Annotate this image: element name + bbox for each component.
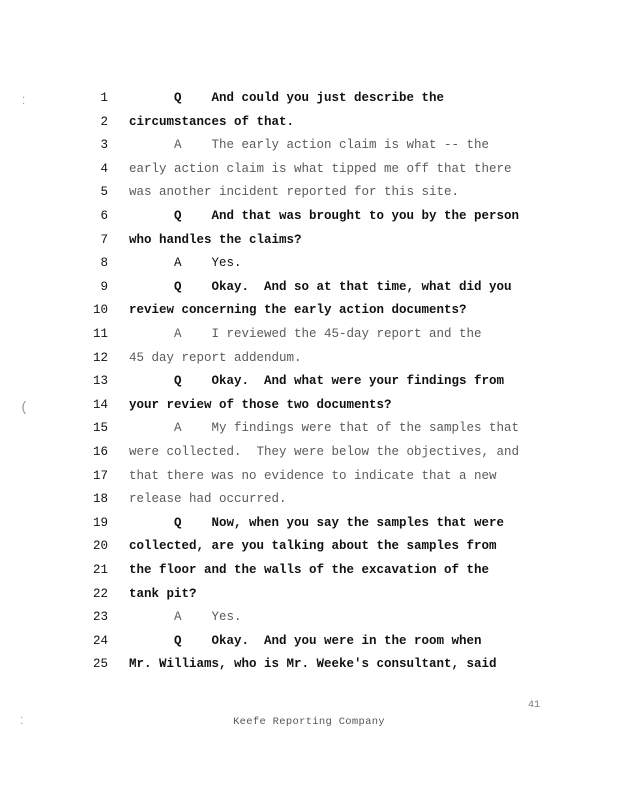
- transcript-line: [0, 208, 618, 230]
- line-text: A Yes.: [129, 256, 242, 271]
- line-text: A My findings were that of the samples that: [129, 421, 520, 436]
- line-text: were collected. They were below the objectives, and: [129, 445, 520, 459]
- line-number: 13: [92, 374, 108, 389]
- line-text: circumstances of that.: [129, 114, 295, 129]
- line-number: 4: [100, 161, 108, 176]
- line-number: 21: [92, 563, 108, 577]
- scan-mark: (: [20, 400, 29, 416]
- transcript-line: [0, 656, 618, 678]
- line-number: 11: [92, 327, 108, 341]
- line-text: collected, are you talking about the samples from: [129, 539, 497, 554]
- line-text: Mr. Williams, who is Mr. Weeke's consultant, said: [129, 657, 497, 672]
- transcript-line: [0, 468, 618, 490]
- line-text: release had occurred.: [129, 492, 287, 507]
- line-number: 7: [100, 232, 108, 247]
- transcript-line: [0, 114, 618, 136]
- transcript-line: [0, 397, 618, 419]
- transcript-line: [0, 538, 618, 560]
- transcript-line: [0, 420, 618, 442]
- line-number: 1: [100, 91, 108, 105]
- transcript-line: [0, 444, 618, 466]
- transcript-line: [0, 326, 618, 348]
- line-number: 16: [92, 445, 108, 459]
- line-text: Q And that was brought to you by the person: [129, 209, 520, 223]
- transcript-line: [0, 302, 618, 324]
- transcript-line: [0, 137, 618, 159]
- line-number: 12: [92, 350, 108, 365]
- line-text: A The early action claim is what -- the: [129, 138, 490, 153]
- transcript-line: [0, 350, 618, 372]
- line-number: 17: [92, 468, 108, 483]
- page-number: 41: [528, 700, 541, 711]
- transcript-line: [0, 373, 618, 395]
- line-text: was another incident reported for this site.: [129, 185, 460, 200]
- transcript-line: [0, 586, 618, 608]
- line-number: 25: [92, 657, 108, 672]
- line-text: Q Okay. And so at that time, what did you: [129, 279, 512, 294]
- line-text: Q Now, when you say the samples that were: [129, 515, 505, 530]
- line-text: A I reviewed the 45-day report and the: [129, 327, 482, 341]
- line-number: 23: [92, 610, 108, 625]
- scan-mark: ⁚: [20, 717, 24, 728]
- line-text: 45 day report addendum.: [129, 350, 302, 365]
- transcript-line: [0, 609, 618, 631]
- line-number: 5: [100, 185, 108, 200]
- line-text: that there was no evidence to indicate that a new: [129, 468, 497, 483]
- line-number: 15: [92, 421, 108, 436]
- line-text: A Yes.: [129, 610, 242, 625]
- footer-company: Keefe Reporting Company: [233, 716, 385, 728]
- line-text: Q Okay. And what were your findings from: [129, 374, 505, 389]
- line-text: Q And could you just describe the: [129, 91, 445, 105]
- line-text: Q Okay. And you were in the room when: [129, 633, 482, 648]
- transcript-line: [0, 255, 618, 277]
- line-number: 22: [92, 586, 108, 601]
- transcript-line: [0, 562, 618, 584]
- line-text: the floor and the walls of the excavation of the: [129, 563, 490, 577]
- line-number: 14: [92, 397, 108, 412]
- line-number: 20: [92, 539, 108, 554]
- line-number: 8: [100, 256, 108, 271]
- transcript-line: [0, 491, 618, 513]
- line-number: 10: [92, 303, 108, 318]
- line-number: 3: [100, 138, 108, 153]
- transcript-line: [0, 232, 618, 254]
- line-text: your review of those two documents?: [129, 397, 392, 412]
- line-number: 19: [92, 515, 108, 530]
- line-number: 24: [92, 633, 108, 648]
- line-number: 6: [100, 209, 108, 223]
- line-number: 9: [100, 279, 108, 294]
- transcript-line: [0, 515, 618, 537]
- line-number: 2: [100, 114, 108, 129]
- line-text: early action claim is what tipped me off that there: [129, 161, 512, 176]
- line-text: who handles the claims?: [129, 232, 302, 247]
- transcript-line: [0, 279, 618, 301]
- line-text: review concerning the early action documents?: [129, 303, 467, 318]
- scan-mark: ⁚: [22, 97, 26, 108]
- transcript-line: [0, 184, 618, 206]
- transcript-line: [0, 90, 618, 112]
- transcript-line: [0, 161, 618, 183]
- transcript-line: [0, 633, 618, 655]
- line-number: 18: [92, 492, 108, 507]
- line-text: tank pit?: [129, 586, 197, 601]
